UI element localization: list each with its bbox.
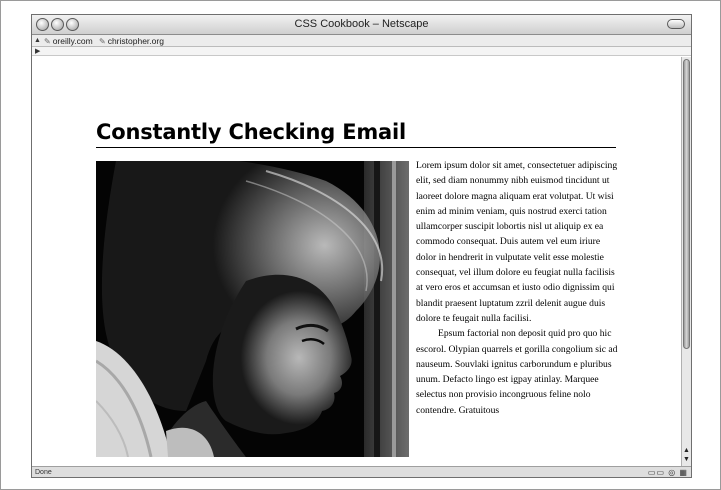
bookmark-label: christopher.org bbox=[107, 36, 164, 46]
article-text bbox=[416, 158, 622, 418]
expand-arrow-icon[interactable]: ▶ bbox=[35, 48, 41, 55]
page-content bbox=[32, 57, 681, 466]
browser-window bbox=[31, 14, 692, 478]
vertical-scrollbar[interactable] bbox=[681, 57, 691, 466]
status-text: Done bbox=[35, 469, 52, 476]
window-title: CSS Cookbook – Netscape bbox=[294, 18, 429, 30]
bookmarks-toggle-icon[interactable]: ▲ bbox=[34, 37, 41, 44]
scroll-up-icon[interactable]: ▲ bbox=[683, 447, 690, 454]
scrollbar-thumb[interactable] bbox=[683, 59, 690, 349]
bookmark-icon: ✎ bbox=[44, 37, 51, 46]
article-paragraph: Epsum factorial non deposit quid pro quo hic escorol. Olypian quarrels et gorilla congolium sic ad nauseum. Souvlaki ignitus carborundum e pluribus unum. Defacto lingo est igpay atinlay. Marquee selectus non provisio incongruous feline nolo contendre. Gratuitous bbox=[416, 328, 618, 416]
connection-icon[interactable]: ▭▭ ◎ ▦ bbox=[647, 468, 688, 477]
status-bar bbox=[32, 466, 691, 478]
scroll-down-icon[interactable]: ▼ bbox=[683, 456, 690, 463]
article-paragraph: Lorem ipsum dolor sit amet, consectetuer adipiscing elit, sed diam nonummy nibh euismod tincidunt ut laoreet dolore magna aliquam erat volutpat. Ut wisi enim ad minim veniam, quis nostrud exerci tation ullamcorper suscipit lobortis nisl ut aliquip ex ea commodo consequat. Duis autem vel eum iriure dolor in hendrerit in vulputate velit esse molestie consequat, vel illum dolore eu feugiat nulla facilisis at vero eros et accumsan et iusto odio dignissim qui blandit praesent luptatum zzril delenit augue duis dolore te feugait nulla facilisi. bbox=[416, 160, 618, 324]
bookmark-icon: ✎ bbox=[99, 37, 106, 46]
toolbar-toggle-button[interactable] bbox=[667, 19, 685, 29]
toolbar-collapse-strip bbox=[32, 47, 691, 56]
title-bar[interactable] bbox=[32, 15, 691, 35]
bookmark-label: oreilly.com bbox=[52, 36, 93, 46]
bookmarks-bar bbox=[32, 35, 691, 47]
woman-portrait-image bbox=[96, 161, 409, 457]
page-title: Constantly Checking Email bbox=[96, 120, 616, 148]
article-photo bbox=[96, 161, 409, 457]
